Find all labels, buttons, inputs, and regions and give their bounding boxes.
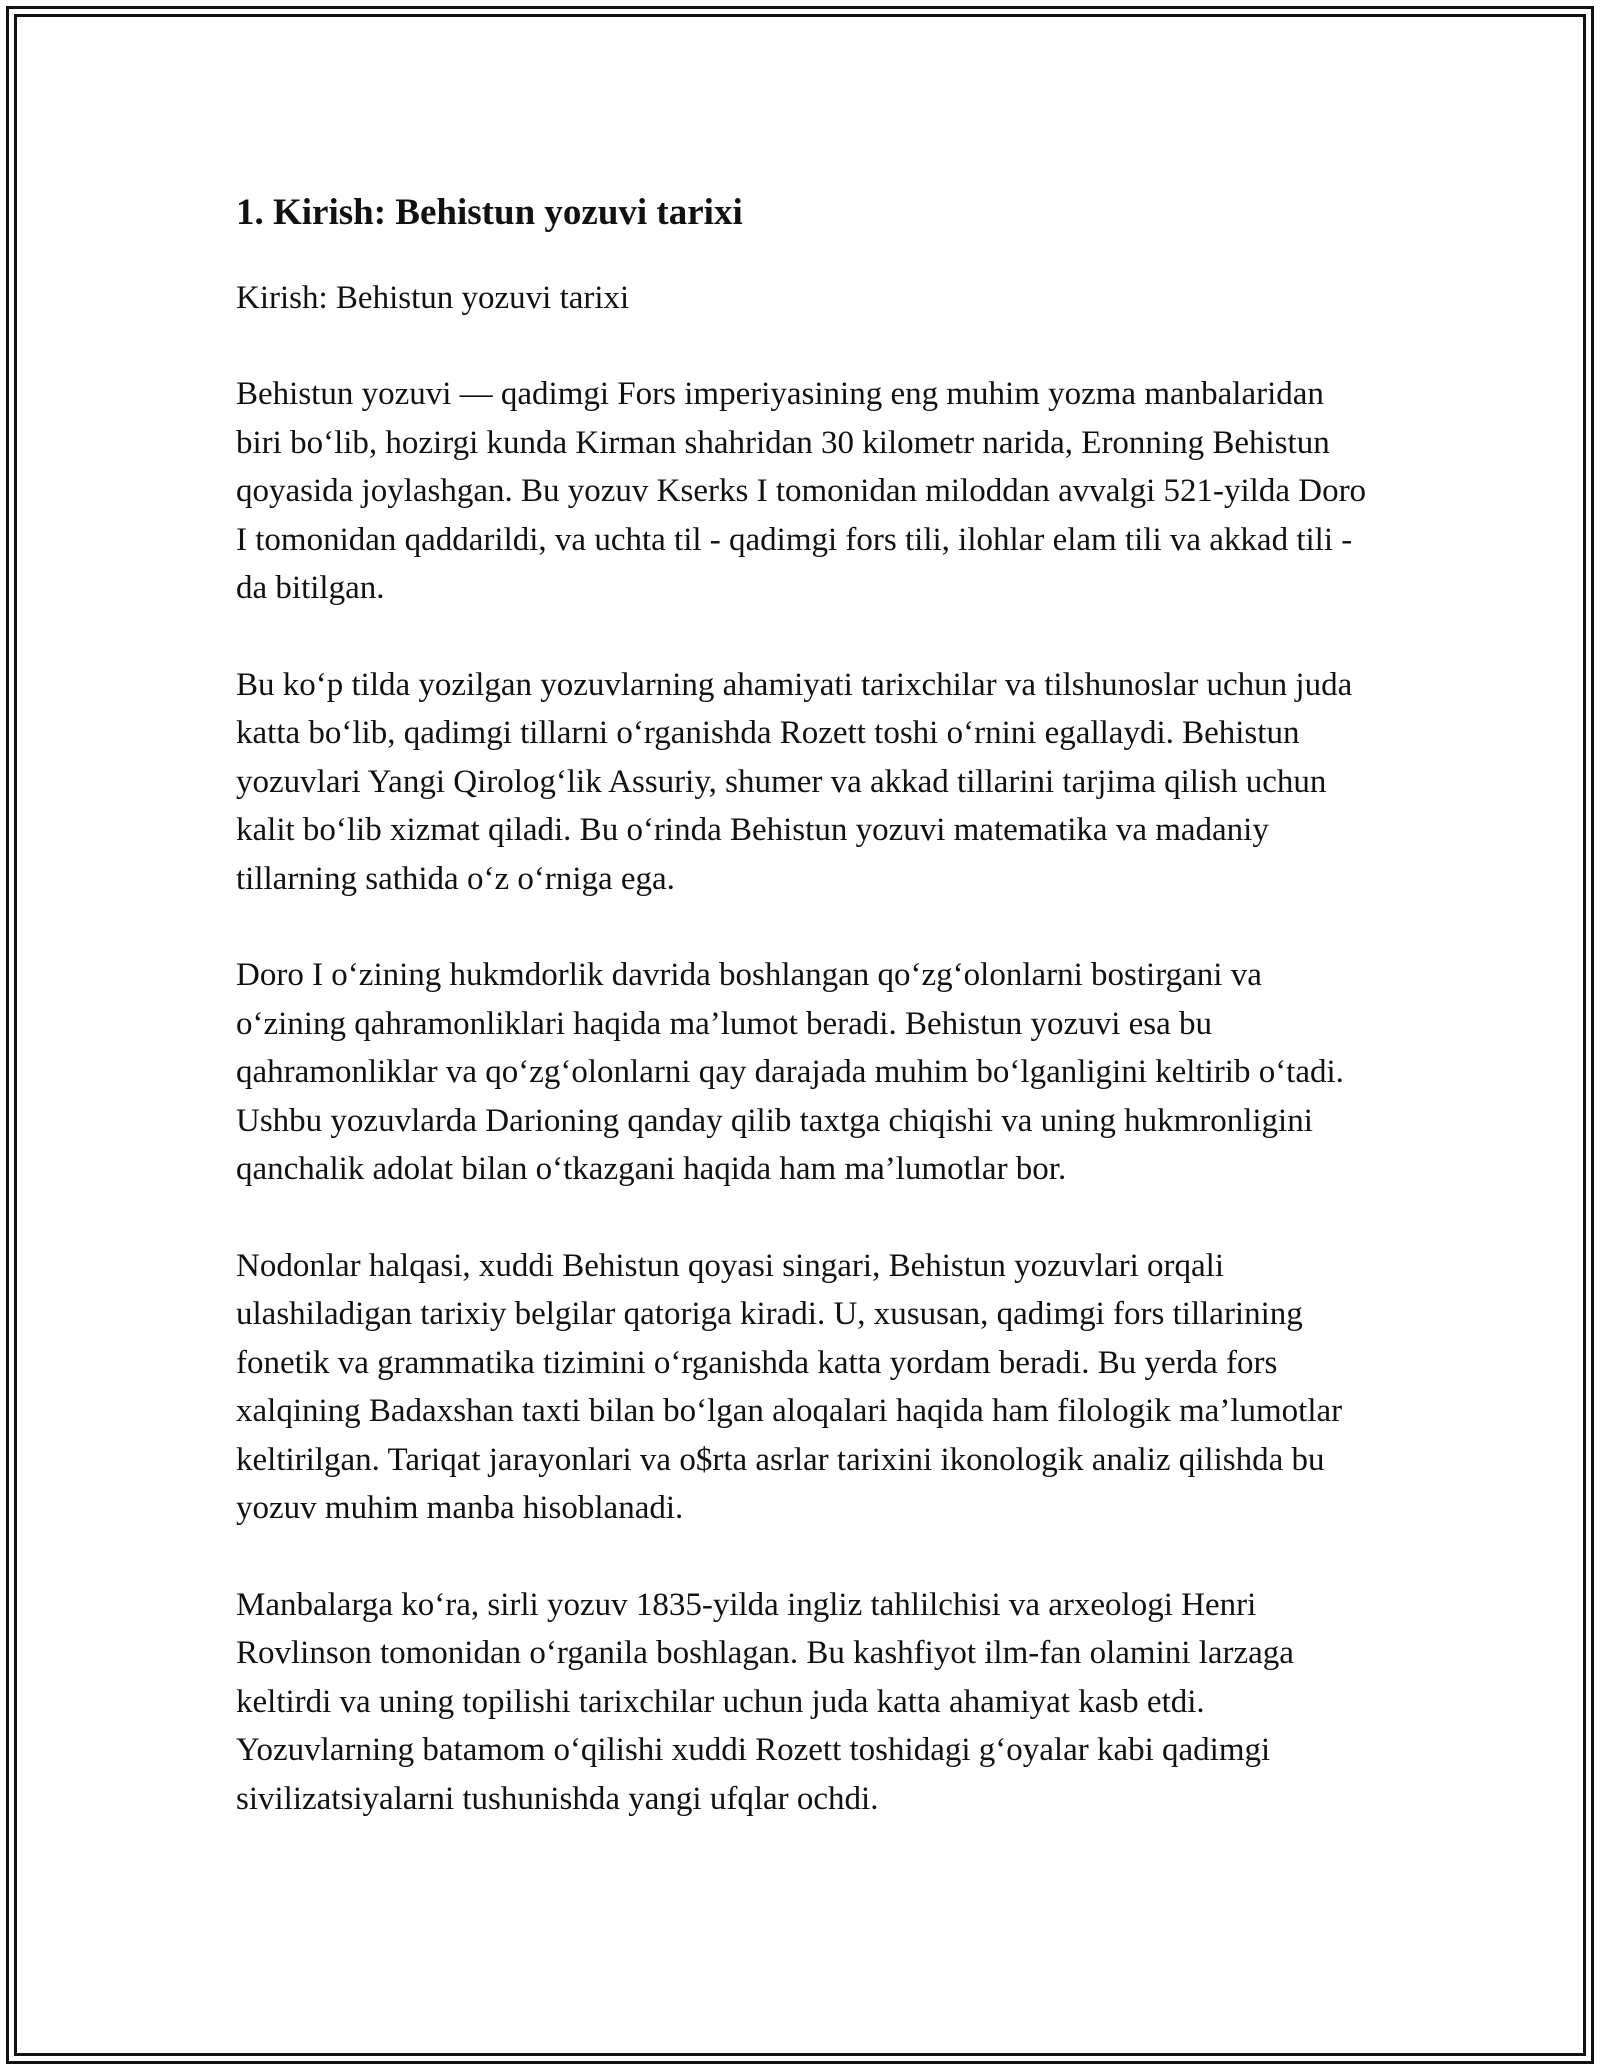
- paragraph-4: Nodonlar halqasi, xuddi Behistun qoyasi singari, Behistun yozuvlari orqali ulashiladigan tarixiy belgilar qatoriga kiradi. U, xususan, qadimgi fors tillarining fonetik va grammatika tizimini o‘rganishda katta yordam beradi. Bu yerda fors xalqining Badaxshan taxti bilan bo‘lgan aloqalari haqida ham filologik ma’lumotlar keltirilgan. Tariqat jarayonlari va o$rta asrlar tarixini ikonologik analiz qilishda bu yozuv muhim manba hisoblanadi.: [236, 1247, 1343, 1526]
- paragraph-2: Bu ko‘p tilda yozilgan yozuvlarning ahamiyati tarixchilar va tilshunoslar uchun juda katta bo‘lib, qadimgi tillarni o‘rganishda Rozett toshi o‘rnini egallaydi. Behistun yozuvlari Yangi Qirolog‘lik Assuriy, shumer va akkad tillarini tarjima qilish uchun kalit bo‘lib xizmat qiladi. Bu o‘rinda Behistun yozuvi matematika va madaniy tillarning sathida o‘z o‘rniga ega.: [236, 666, 1353, 897]
- section-subtitle: Kirish: Behistun yozuvi tarixi: [236, 280, 630, 316]
- paragraph-3: Doro I o‘zining hukmdorlik davrida boshlangan qo‘zg‘olonlarni bostirgani va o‘zining qahramonliklari haqida ma’lumot beradi. Behistun yozuvi esa bu qahramonliklar va qo‘zg‘olonlarni qay darajada muhim bo‘lganligini keltirib o‘tadi. Ushbu yozuvlarda Darioning qanday qilib taxtga chiqishi va uning hukmronligini qanchalik adolat bilan o‘tkazgani haqida ham ma’lumotlar bor.: [236, 957, 1344, 1187]
- document-body: [236, 186, 1376, 1871]
- paragraph-5: Manbalarga ko‘ra, sirli yozuv 1835-yilda ingliz tahlilchisi va arxeologi Henri Rovlinson tomonidan o‘rganila boshlagan. Bu kashfiyot ilm-fan olamini larzaga keltirdi va uning topilishi tarixchilar uchun juda katta ahamiyat kasb etdi. Yozuvlarning batamom o‘qilishi xuddi Rozett toshidagi g‘oyalar kabi qadimgi sivilizatsiyalarni tushunishda yangi ufqlar ochdi.: [236, 1586, 1294, 1817]
- paragraph-1: Behistun yozuvi — qadimgi Fors imperiyasining eng muhim yozma manbalaridan biri bo‘lib, hozirgi kunda Kirman shahridan 30 kilometr narida, Eronning Behistun qoyasida joylashgan. Bu yozuv Kserks I tomonidan miloddan avvalgi 521-yilda Doro I tomonidan qaddarildi, va uchta til - qadimgi fors tili, ilohlar elam tili va akkad tili -da bitilgan.: [236, 376, 1367, 606]
- section-heading: 1. Kirish: Behistun yozuvi tarixi: [236, 192, 743, 233]
